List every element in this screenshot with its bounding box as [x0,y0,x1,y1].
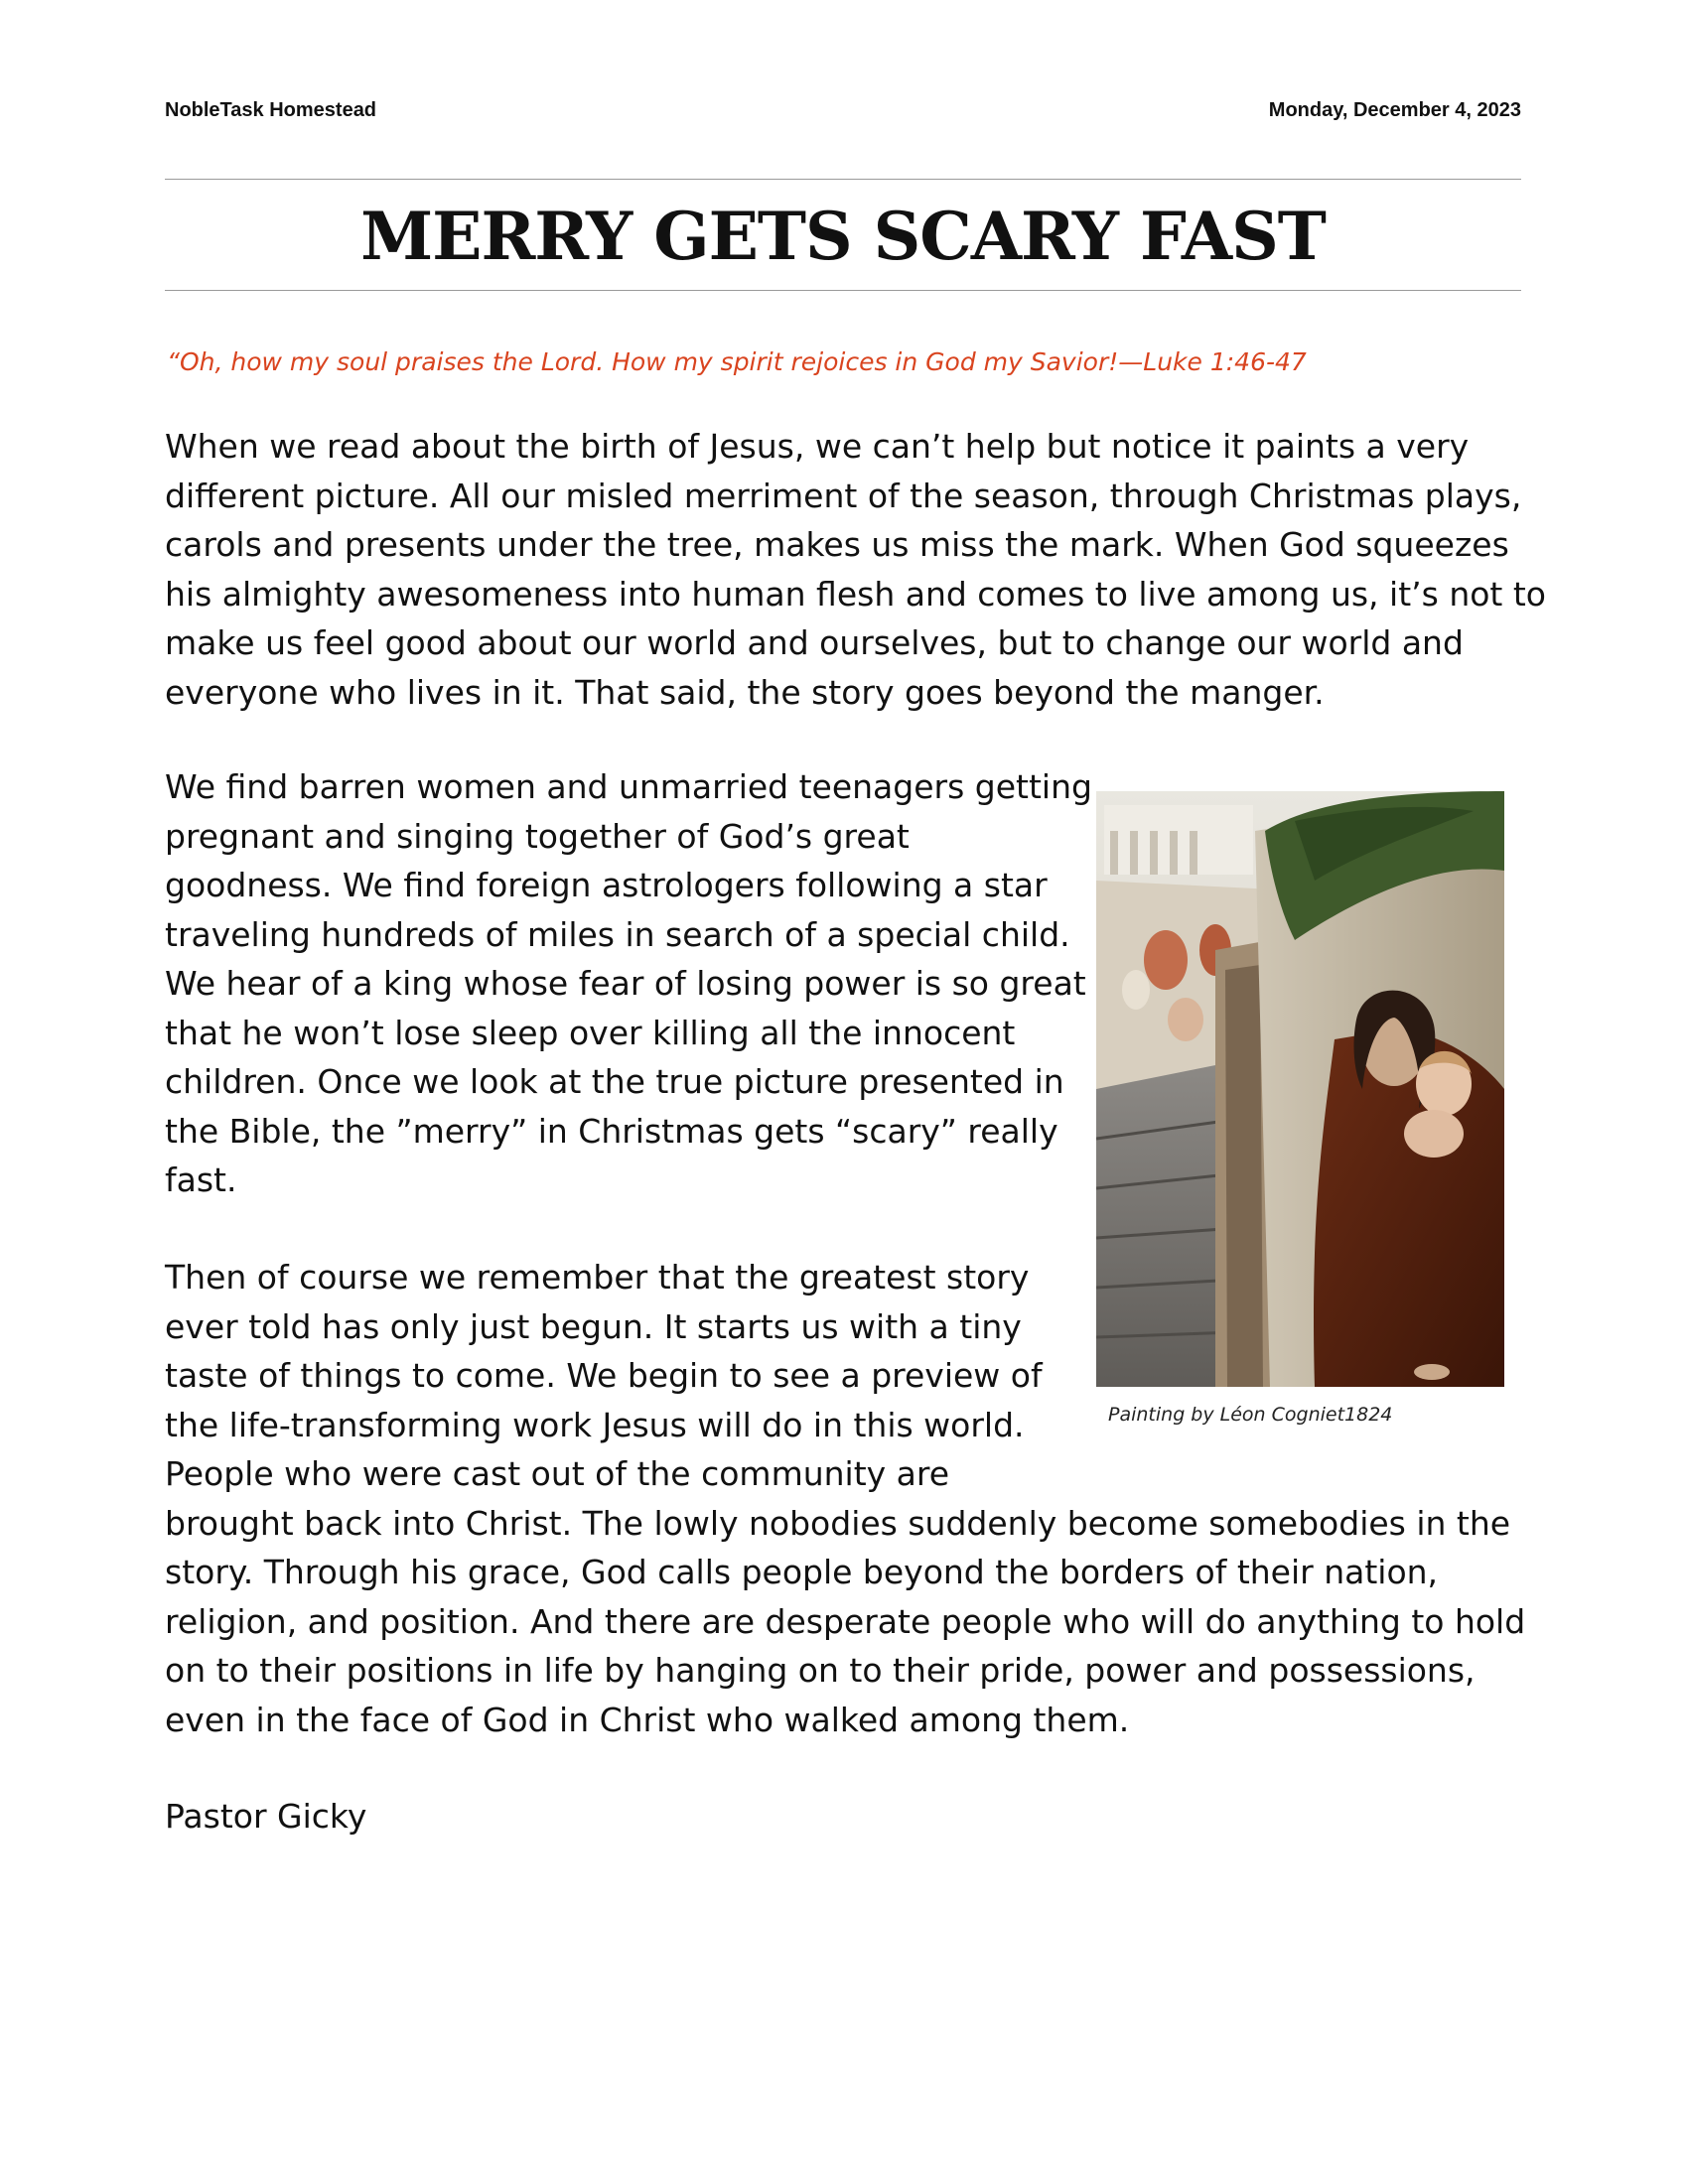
painting-image [1096,791,1504,1387]
paragraph-line: the life-transforming work Jesus will do in this world. [165,1405,1025,1444]
paragraph-line: ever told has only just begun. It starts us with a tiny [165,1306,1022,1346]
paragraph-line: We hear of a king whose fear of losing power is so great [165,964,1086,1003]
title-rule-bottom [165,290,1521,291]
paragraph-line: traveling hundreds of miles in search of a special child. [165,914,1070,954]
painting-caption: Painting by Léon Cogniet1824 [1108,1404,1393,1426]
paragraph-line: everyone who lives in it. That said, the story goes beyond the manger. [165,672,1325,712]
paragraph-line: even in the face of God in Christ who walked among them. [165,1700,1130,1739]
publication-date: Monday, December 4, 2023 [1268,99,1521,121]
paragraph-line: People who were cast out of the community are [165,1454,950,1493]
paragraph-line: different picture. All our misled merriment of the season, through Christmas plays, [165,476,1522,515]
paragraph-line: Then of course we remember that the greatest story [165,1258,1030,1297]
paragraph-line: carols and presents under the tree, makes us miss the mark. When God squeezes [165,525,1509,564]
paragraph-line: make us feel good about our world and ourselves, but to change our world and [165,623,1464,662]
paragraph-line: his almighty awesomeness into human flesh and comes to live among us, it’s not to [165,574,1546,614]
paragraph-line: fast. [165,1160,237,1199]
article-title: MERRY GETS SCARY FAST [360,198,1326,275]
paragraph-line: on to their positions in life by hanging on to their pride, power and possessions, [165,1651,1476,1690]
paragraph-line: taste of things to come. We begin to see a preview of [165,1356,1043,1395]
page-header [165,99,1521,129]
paragraph-line: children. Once we look at the true picture presented in [165,1062,1064,1101]
paragraph-line: that he won’t lose sleep over killing all the innocent [165,1013,1016,1052]
paragraph-line: pregnant and singing together of God’s great [165,816,910,856]
paragraph-line: the Bible, the ”merry” in Christmas gets “scary” really [165,1111,1058,1151]
paragraph-line: When we read about the birth of Jesus, we can’t help but notice it paints a very [165,427,1470,466]
title-rule-top [165,179,1521,180]
paragraph-1 [165,422,1546,717]
paragraph-line: brought back into Christ. The lowly nobodies suddenly become somebodies in the [165,1503,1511,1543]
newsletter-page [165,0,1546,2184]
scripture-quote: “Oh, how my soul praises the Lord. How my spirit rejoices in God my Savior!—Luke 1:46-47 [167,347,1307,376]
paragraph-line: goodness. We find foreign astrologers following a star [165,866,1048,904]
signoff: Pastor Gicky [165,1797,367,1836]
paragraph-line: religion, and position. And there are desperate people who will do anything to hold [165,1601,1526,1641]
organization-name: NobleTask Homestead [165,99,377,121]
paragraph-line: We find barren women and unmarried teenagers getting [165,767,1092,806]
paragraph-line: story. Through his grace, God calls people beyond the borders of their nation, [165,1553,1439,1591]
paragraph-2 [165,762,1092,1205]
